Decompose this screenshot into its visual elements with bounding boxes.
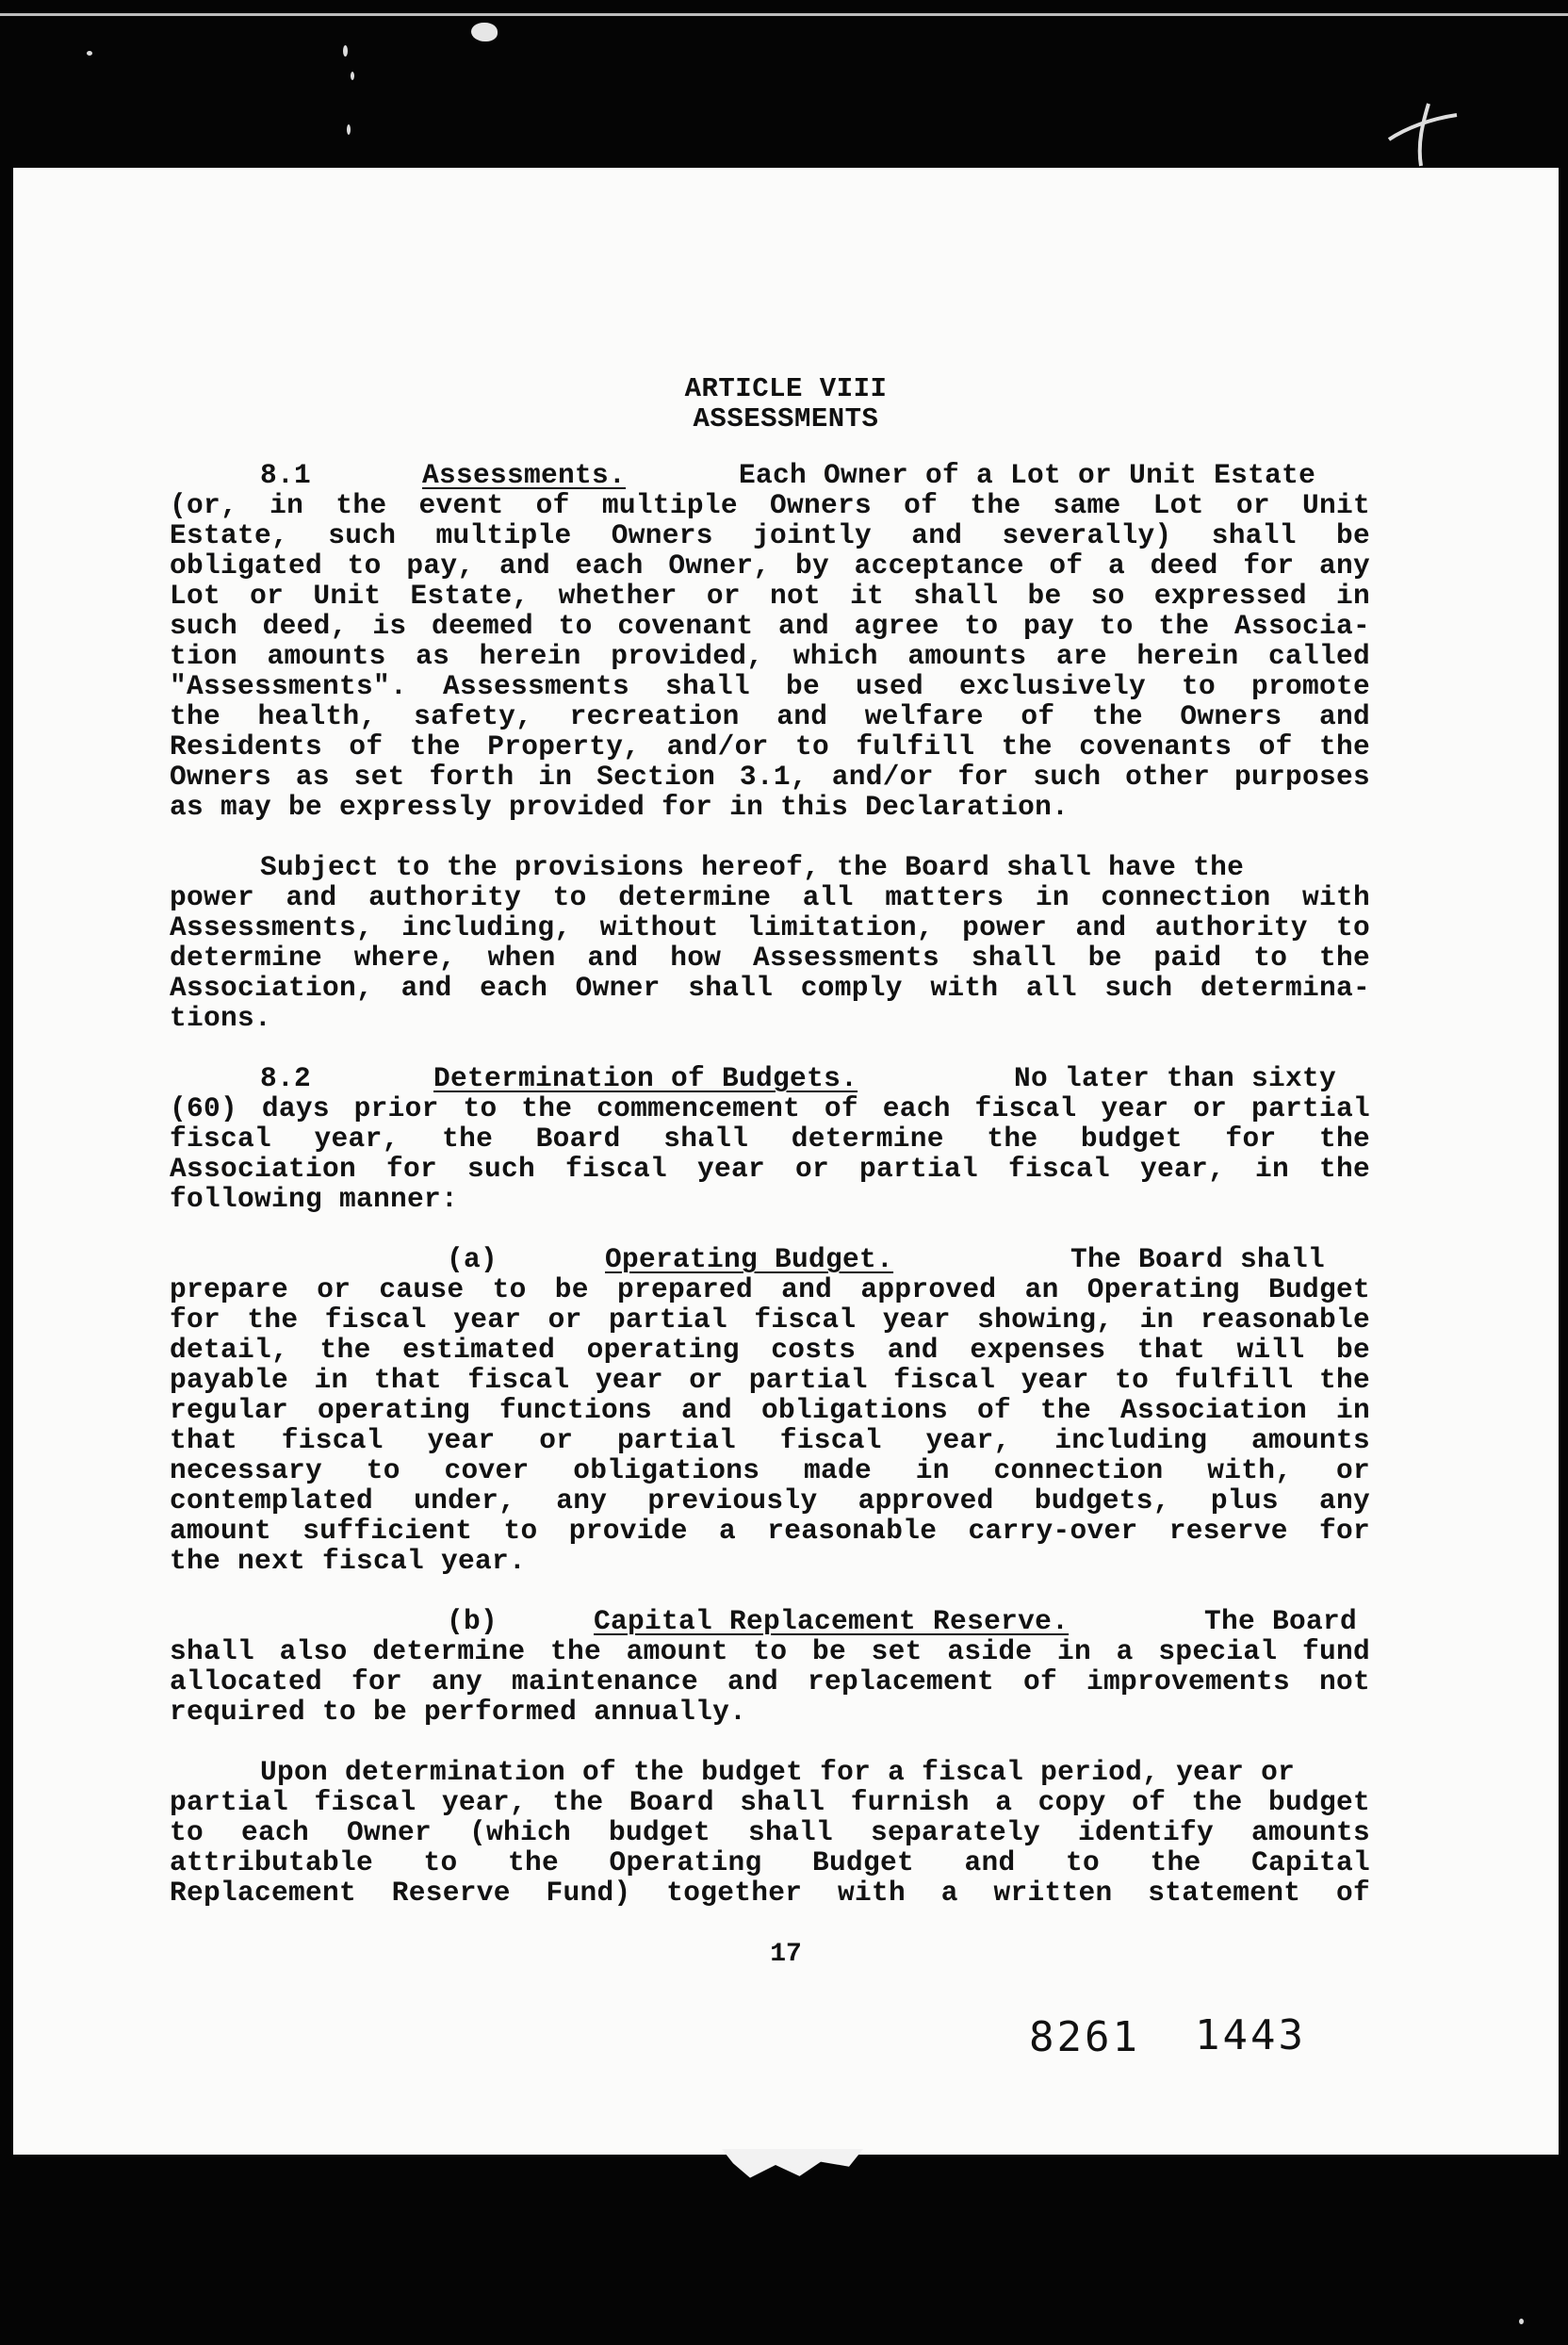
section-number: 8.2 [260,1062,312,1094]
subsection-line: The Board [1204,1605,1358,1637]
subsection-line: prepare or cause to be prepared and approved an Operating Budget [170,1273,1370,1305]
subsection-heading: Capital Replacement Reserve. [594,1605,1070,1637]
subsection-line: allocated for any maintenance and replacement of improvements not [170,1665,1370,1697]
subsection-line: payable in that fiscal year or partial fiscal year to fulfill the [170,1364,1370,1396]
page-number: 17 [770,1940,802,1969]
paragraph-line: power and authority to determine all matters in connection with [170,881,1370,913]
paragraph-line: Upon determination of the budget for a fiscal period, year or [260,1756,1296,1788]
subsection-line: amount sufficient to provide a reasonable carry-over reserve for [170,1515,1370,1547]
section-line: obligated to pay, and each Owner, by acceptance of a deed for any [170,549,1370,582]
paragraph-line: tions. [170,1002,272,1034]
section-line: fiscal year, the Board shall determine the budget for the [170,1123,1370,1155]
scan-speck [87,51,92,56]
section-line: "Assessments". Assessments shall be used exclusively to promote [170,670,1370,702]
section-line: as may be expressly provided for in this Declaration. [170,791,1070,823]
subsection-line: contemplated under, any previously approved budgets, plus any [170,1484,1370,1517]
section-line: tion amounts as herein provided, which amounts are herein called [170,640,1370,672]
subsection-line: the next fiscal year. [170,1545,527,1577]
recording-stamp-number: 1443 [1195,2011,1306,2059]
article-title: ASSESSMENTS [693,403,879,435]
paragraph-line: Replacement Reserve Fund) together with a written statement of [170,1877,1370,1909]
document-page [13,168,1559,2155]
subsection-line: that fiscal year or partial fiscal year, including amounts [170,1424,1370,1456]
paragraph-line: determine where, when and how Assessments shall be paid to the [170,942,1370,974]
section-heading: Assessments. [422,459,627,491]
scan-speck [343,45,348,57]
subsection-heading: Operating Budget. [605,1243,894,1275]
section-line: Estate, such multiple Owners jointly and severally) shall be [170,519,1370,551]
paragraph-line: Subject to the provisions hereof, the Board shall have the [260,851,1245,883]
paragraph-line: partial fiscal year, the Board shall furnish a copy of the budget [170,1786,1370,1818]
section-line: such deed, is deemed to covenant and agree to pay to the Associa- [170,610,1370,642]
section-number: 8.1 [260,459,312,491]
section-line: Each Owner of a Lot or Unit Estate [739,459,1316,491]
subsection-line: required to be performed annually. [170,1696,747,1728]
section-line: Lot or Unit Estate, whether or not it shall be so expressed in [170,580,1370,612]
scan-speck [351,72,354,80]
scan-torn-edge [722,2149,863,2181]
paragraph-line: Association, and each Owner shall comply with all such determina- [170,972,1370,1004]
recording-stamp-number: 8261 [1029,2013,1140,2061]
section-line: the health, safety, recreation and welfare of the Owners and [170,700,1370,732]
subsection-line: regular operating functions and obligations of the Association in [170,1394,1370,1426]
scan-speck [1519,2319,1524,2324]
paragraph-line: Assessments, including, without limitation, power and authority to [170,911,1370,943]
paragraph-line: to each Owner (which budget shall separately identify amounts [170,1816,1370,1848]
scan-top-rule [0,13,1568,16]
section-line: (60) days prior to the commencement of each fiscal year or partial [170,1092,1370,1124]
subsection-label: (b) [447,1605,498,1637]
subsection-line: detail, the estimated operating costs and expenses that will be [170,1334,1370,1366]
subsection-line: The Board shall [1070,1243,1326,1275]
section-line: No later than sixty [1014,1062,1337,1094]
subsection-line: for the fiscal year or partial fiscal year showing, in reasonable [170,1304,1370,1336]
section-line: Owners as set forth in Section 3.1, and/or for such other purposes [170,761,1370,793]
subsection-label: (a) [447,1243,498,1275]
subsection-line: shall also determine the amount to be set aside in a special fund [170,1635,1370,1667]
section-line: Residents of the Property, and/or to fulfill the covenants of the [170,730,1370,763]
section-heading: Determination of Budgets. [433,1062,858,1094]
scan-speck [347,124,351,135]
section-line: Association for such fiscal year or partial fiscal year, in the [170,1153,1370,1185]
handwritten-mark [1380,94,1464,179]
section-line: (or, in the event of multiple Owners of the same Lot or Unit [170,489,1370,521]
paragraph-line: attributable to the Operating Budget and to the Capital [170,1846,1370,1878]
article-number: ARTICLE VIII [684,373,888,404]
scan-artifact-mark [471,23,498,41]
section-line: following manner: [170,1183,459,1215]
subsection-line: necessary to cover obligations made in connection with, or [170,1454,1370,1486]
